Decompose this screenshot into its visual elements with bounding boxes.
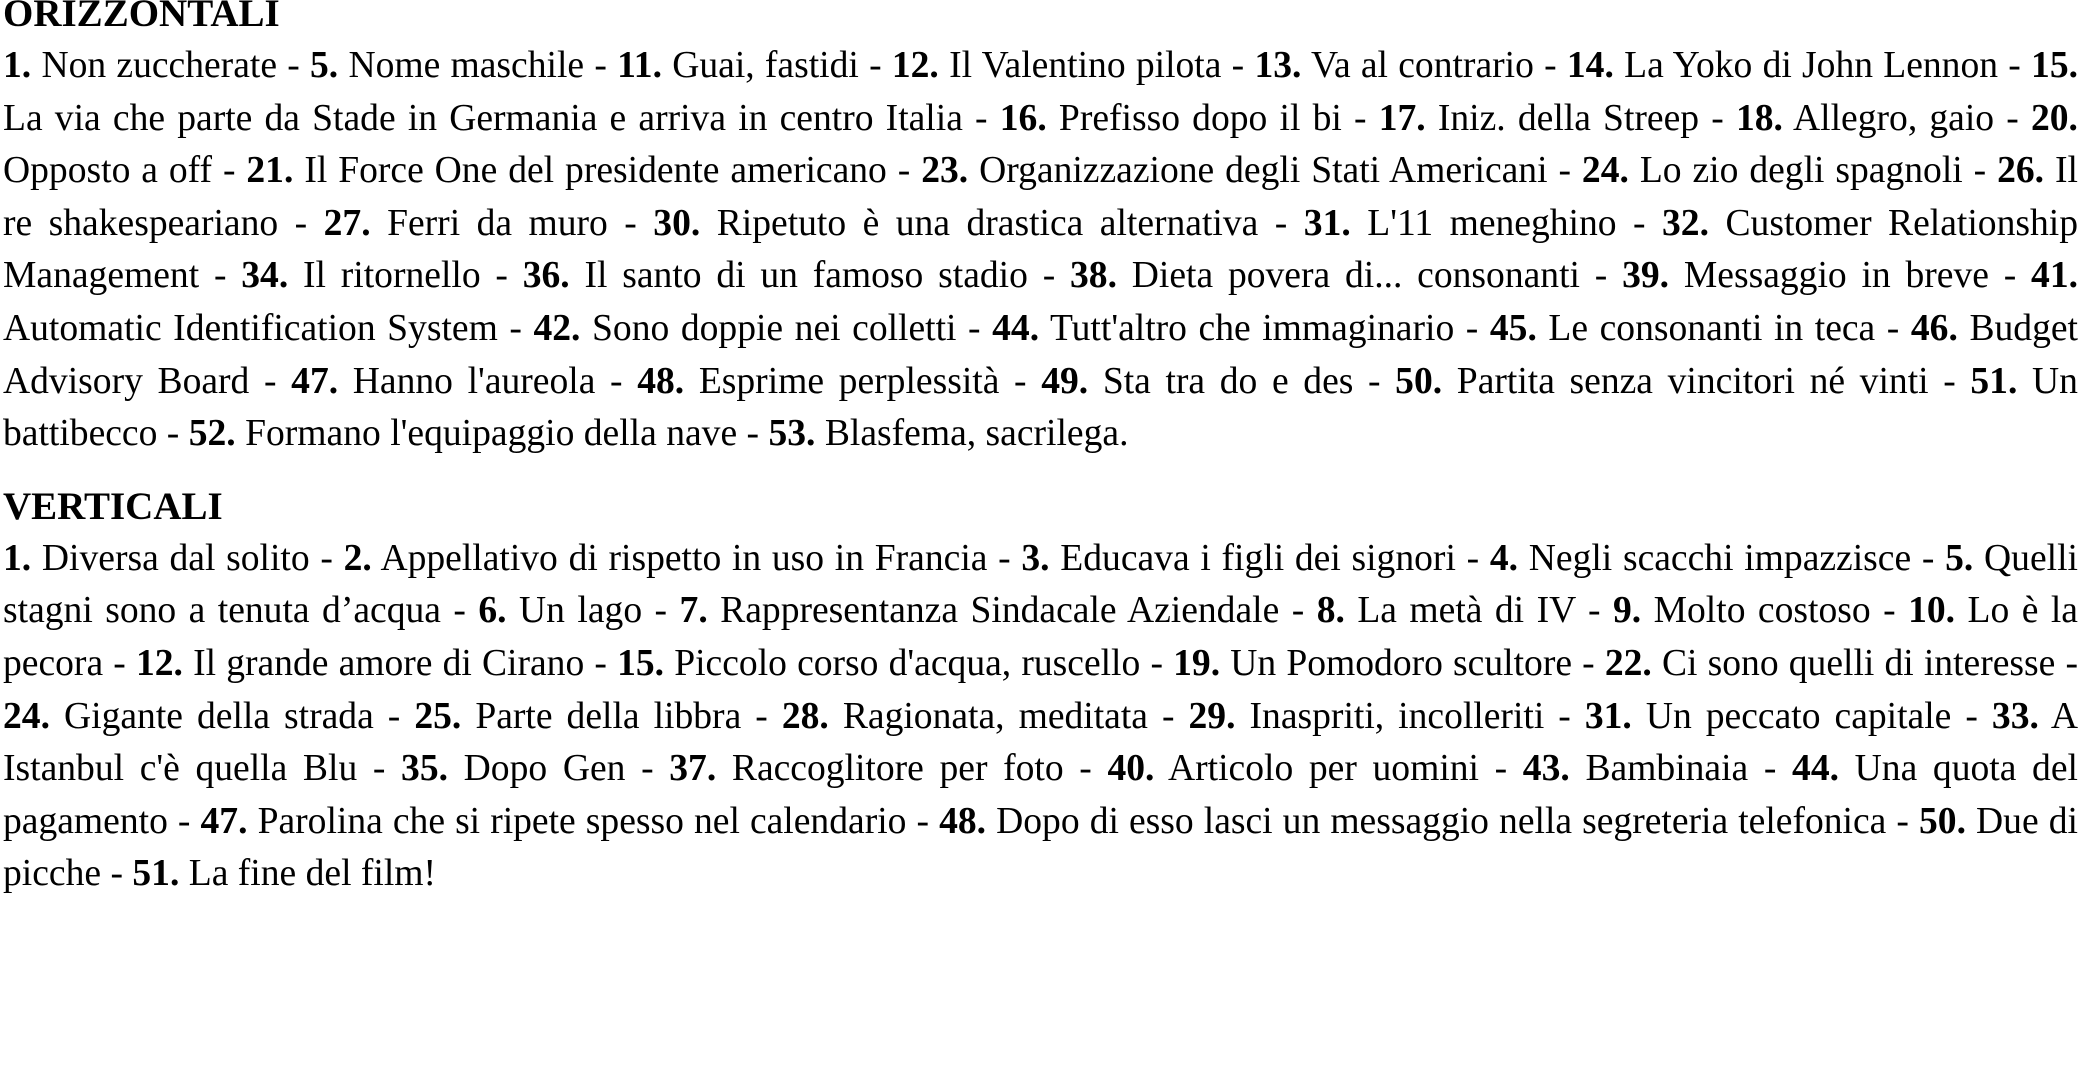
clue-text: Guai, fastidi [672, 45, 859, 86]
clue-number: 15. [2031, 45, 2079, 86]
clue-item [136, 643, 584, 684]
clue-number: 24. [3, 695, 50, 737]
clue-number: 52. [188, 413, 236, 455]
clue-number: 48. [939, 800, 987, 842]
clue-number: 17. [1378, 97, 1426, 139]
clue-number: 50. [1919, 800, 1966, 842]
clue-number: 23. [921, 150, 969, 192]
clue-number: 49. [1041, 360, 1089, 402]
clue-item [1567, 45, 1998, 86]
clue-number: 6. [478, 590, 507, 632]
clue-number: 53. [768, 413, 816, 455]
clue-number: 33. [1991, 695, 2039, 737]
clue-text: Budget Advisory Board [3, 307, 2078, 402]
clue-number: 14. [1566, 45, 1614, 86]
clue-text: Le consonanti in teca [1548, 307, 1876, 349]
clue-item [617, 643, 1140, 684]
clue-text: Due di picche [3, 800, 2078, 895]
clue-number: 10. [1908, 590, 1956, 632]
clue-text: Esprime perplessità [698, 360, 1000, 402]
clue-number: 13. [1254, 45, 1302, 86]
clue-number: 15. [617, 642, 665, 684]
clue-text: Negli scacchi impazzisce [1528, 537, 1912, 579]
clue-text: La metà di IV [1357, 590, 1576, 632]
clue-item [291, 361, 595, 402]
clue-number: 21. [246, 150, 294, 192]
section-title-verticali: VERTICALI [3, 484, 223, 528]
clue-text: Il Valentino pilota [949, 45, 1222, 86]
clue-text: Ferri da muro [387, 202, 608, 244]
clue-number: 4. [1489, 537, 1519, 579]
clue-item [523, 255, 1028, 296]
clue-item [1490, 538, 1911, 579]
clue-item [533, 308, 956, 349]
clue-item [1395, 361, 1928, 402]
clue-item [1736, 98, 1994, 139]
clue-number: 38. [1070, 255, 1117, 297]
clue-text: Hanno l'aureola [352, 360, 596, 402]
clue-number: 16. [999, 97, 1047, 139]
clue-item [1490, 308, 1875, 349]
clue-number: 47. [200, 800, 248, 842]
clue-number: 30. [653, 202, 701, 244]
clue-item [246, 150, 886, 191]
clue-number: 51. [132, 853, 180, 895]
clue-number: 9. [1612, 590, 1642, 632]
clue-item [1041, 361, 1353, 402]
clue-number: 36. [522, 255, 570, 297]
clue-text: Diversa dal solito [41, 537, 310, 579]
clue-text: Ragionata, meditata [842, 695, 1148, 737]
clue-text: Un lago [519, 590, 643, 632]
clue-text: Raccoglitore per foto [731, 748, 1064, 790]
clue-text: Lo è la pecora [3, 590, 2078, 684]
clue-item [921, 150, 1547, 191]
clue-text: Messaggio in breve [1683, 255, 1989, 297]
clue-text: Bambinaia [1585, 748, 1749, 790]
clue-list-orizzontali: 1. Non zuccherate - 5. Nome maschile - 11. Guai, fastidi - 12. Il Valentino pilota - 13. Va al contrario - 14. La Yoko di John Lennon - 15. La via che parte da Stade in Germania e arriva in centro Italia - 16. Prefisso dopo il bi - 17. Iniz. della Streep - 18. Allegro, gaio - 20. Opposto a off - 21. Il Force One del presidente americano - 23. Organizzazione degli Stati Americani - 24. Lo zio degli spagnoli - 26. Il re shakespeariano - 27. Ferri da muro - 30. Ripetuto è una drastica alternativa - 31. L'11 meneghino - 32. Customer Relationship Management - 34. Il ritornello - 36. Il santo di un famoso stadio - 38. Dieta povera di... consonanti - 39. Messaggio in breve - 41. Automatic Identification System - 42. Sono doppie nei colletti - 44. Tutt'altro che immaginario - 45. Le consonanti in teca - 46. Budget Advisory Board - 47. Hanno l'aureola - 48. Esprime perplessità - 49. Sta tra do e des - 50. Partita senza vincitori né vinti - 51. Un battibecco - 52. Formano l'equipaggio della nave - 53. Blasfema, sacrilega. [3, 45, 2079, 455]
clue-number: 5. [1945, 537, 1974, 579]
clue-text: Appellativo di rispetto in uso in Francia [380, 537, 988, 579]
clue-text: Il grande amore di Cirano [193, 642, 585, 684]
clue-number: 31. [1584, 695, 1632, 737]
clue-text: Lo zio degli spagnoli [1639, 150, 1963, 192]
clue-number: 28. [781, 695, 829, 737]
clue-number: 32. [1662, 202, 1709, 244]
clue-item [653, 203, 1258, 244]
clue-item [1317, 590, 1576, 631]
clue-text: Il Force One del presidente americano [304, 150, 887, 192]
clue-number: 35. [401, 748, 449, 790]
clue-number: 31. [1303, 202, 1351, 244]
clue-text: Dopo di esso lasci un messaggio nella segreteria telefonica [996, 800, 1887, 842]
clue-text: Sono doppie nei colletti [592, 307, 957, 349]
clue-item [1021, 538, 1456, 579]
clue-number: 18. [1735, 97, 1783, 139]
clue-item [201, 801, 907, 842]
clue-number: 47. [291, 360, 339, 402]
clue-text: Opposto a off [3, 150, 213, 192]
clue-text: Dieta povera di... consonanti [1131, 255, 1580, 297]
clue-number: 27. [323, 202, 371, 244]
clue-item [1379, 98, 1699, 139]
clue-item [680, 590, 1280, 631]
clue-number: 43. [1522, 748, 1570, 790]
clue-item [1622, 255, 1989, 296]
clue-text: Inaspriti, incolleriti [1249, 695, 1545, 737]
clue-item [478, 590, 642, 631]
clue-text: Ripetuto è una drastica alternativa [716, 202, 1259, 244]
clue-text: Il santo di un famoso stadio [584, 255, 1028, 297]
clue-text: Tutt'altro che immaginario [1050, 307, 1455, 349]
clue-number: 44. [992, 307, 1040, 349]
clue-text: Iniz. della Streep [1437, 97, 1700, 139]
clue-number: 22. [1604, 642, 1652, 684]
clue-text: Rappresentanza Sindacale Aziendale [720, 590, 1280, 632]
clue-text: Partita senza vincitori né vinti [1456, 360, 1929, 402]
clue-item [1173, 643, 1572, 684]
clue-item [1523, 748, 1748, 789]
clue-number: 48. [637, 360, 685, 402]
clue-item [1189, 696, 1545, 737]
clue-item [669, 748, 1063, 789]
clue-text: Un battibecco [3, 360, 2078, 455]
clue-number: 7. [679, 590, 708, 632]
clue-text: Piccolo corso d'acqua, ruscello [674, 642, 1141, 684]
clue-item [1613, 590, 1871, 631]
clue-number: 39. [1622, 255, 1670, 297]
clue-number: 2. [343, 537, 372, 579]
clue-text: L'11 meneghino [1367, 202, 1617, 244]
clue-text: Prefisso dopo il bi [1058, 97, 1342, 139]
clue-item [1107, 748, 1479, 789]
clue-text: Blasfema, sacrilega. [824, 413, 1129, 455]
clue-text: Parolina che si ripete spesso nel calendario [257, 800, 907, 842]
clue-text: Molto costoso [1653, 590, 1871, 632]
clue-item [1304, 203, 1617, 244]
clue-text: Un peccato capitale [1645, 695, 1952, 737]
clue-item [401, 748, 625, 789]
clue-item [344, 538, 988, 579]
clue-text: Organizzazione degli Stati Americani [979, 150, 1548, 192]
clue-item [1254, 45, 1533, 86]
clue-text: Il ritornello [303, 255, 481, 297]
clue-number: 26. [1997, 150, 2045, 192]
clue-text: Non zuccherate [41, 45, 277, 86]
clue-number: 24. [1581, 150, 1629, 192]
clue-list-verticali: 1. Diversa dal solito - 2. Appellativo di rispetto in uso in Francia - 3. Educava i figli dei signori - 4. Negli scacchi impazzisce - 5. Quelli stagni sono a tenuta d’acqua - 6. Un lago - 7. Rappresentanza Sindacale Aziendale - 8. La metà di IV - 9. Molto costoso - 10. Lo è la pecora - 12. Il grande amore di Cirano - 15. Piccolo corso d'acqua, ruscello - 19. Un Pomodoro scultore - 22. Ci sono quelli di interesse - 24. Gigante della strada - 25. Parte della libbra - 28. Ragionata, meditata - 29. Inaspriti, incolleriti - 31. Un peccato capitale - 33. A Istanbul c'è quella Blu - 35. Dopo Gen - 37. Raccoglitore per foto - 40. Articolo per uomini - 43. Bambinaia - 44. Una quota del pagamento - 47. Parolina che si ripete spesso nel calendario - 48. Dopo di esso lasci un messaggio nella segreteria telefonica - 50. Due di picche - 51. La fine del film! [3, 537, 2078, 895]
clue-item [1070, 255, 1580, 296]
clue-item [1605, 643, 2056, 684]
clue-number: 1. [3, 45, 32, 86]
clue-text: La via che parte da Stade in Germania e arriva in centro Italia [3, 97, 963, 139]
clue-number: 46. [1910, 307, 1958, 349]
clue-text: Parte della libbra [475, 695, 742, 737]
clue-number: 20. [2030, 97, 2078, 139]
clue-item [324, 203, 608, 244]
clue-text: Va al contrario [1310, 45, 1534, 86]
clue-text: La fine del film! [188, 853, 437, 895]
clue-text: Gigante della strada [64, 695, 374, 737]
clue-text: Formano l'equipaggio della nave [245, 413, 738, 455]
clue-item [241, 255, 480, 296]
clue-number: 44. [1792, 748, 1840, 790]
clue-number: 37. [669, 748, 717, 790]
clue-number: 45. [1489, 307, 1537, 349]
clue-number: 19. [1173, 642, 1221, 684]
clue-text: Sta tra do e des [1102, 360, 1354, 402]
clue-item [892, 45, 1222, 86]
clue-item [3, 45, 277, 86]
clue-number: 3. [1021, 537, 1050, 579]
clue-text: Allegro, gaio [1793, 97, 1995, 139]
clue-item [1585, 696, 1952, 737]
clue-number: 40. [1107, 748, 1155, 790]
clue-text: La Yoko di John Lennon [1624, 45, 1999, 86]
clue-item [617, 45, 859, 86]
clue-text: Quelli stagni sono a tenuta d’acqua [3, 537, 2078, 632]
clue-number: 34. [241, 255, 289, 297]
clue-item [637, 361, 999, 402]
clue-text: Ci sono quelli di interesse [1661, 642, 2056, 684]
clue-text: Dopo Gen [463, 748, 626, 790]
clue-number: 1. [3, 537, 32, 579]
clue-text: Automatic Identification System [3, 307, 498, 349]
clue-item [3, 696, 374, 737]
clue-text: Articolo per uomini [1168, 748, 1479, 790]
clue-item [414, 696, 741, 737]
clue-text: Nome maschile [348, 45, 585, 86]
clue-item [782, 696, 1148, 737]
clue-text: Il re shakespeariano [3, 150, 2078, 244]
clue-text: Customer Relationship Management [3, 202, 2079, 297]
clue-item [939, 801, 1886, 842]
clue-item [132, 853, 436, 894]
clue-text: Educava i figli dei signori [1060, 537, 1456, 579]
clue-text: Un Pomodoro scultore [1230, 642, 1573, 684]
clue-number: 51. [1970, 360, 2018, 402]
clue-item [1000, 98, 1342, 139]
clue-number: 12. [135, 642, 183, 684]
clue-item [189, 413, 737, 454]
clue-number: 8. [1316, 590, 1345, 632]
clue-number: 5. [310, 45, 339, 86]
clue-number: 41. [2031, 255, 2079, 297]
clue-item [310, 45, 584, 86]
section-title-orizzontali: ORIZZONTALI [3, 0, 280, 35]
clue-item [992, 308, 1454, 349]
clue-number: 11. [617, 45, 662, 86]
clue-text: Una quota del pagamento [3, 748, 2078, 842]
clue-item [1582, 150, 1963, 191]
clue-number: 25. [414, 695, 462, 737]
crossword-clues-page [3, 0, 2078, 901]
clue-number: 42. [533, 307, 581, 349]
clue-number: 29. [1188, 695, 1236, 737]
clue-number: 12. [891, 45, 939, 86]
clue-item [3, 538, 310, 579]
clue-number: 50. [1395, 360, 1443, 402]
clue-item [768, 413, 1128, 454]
clue-text: A Istanbul c'è quella Blu [3, 695, 2078, 790]
